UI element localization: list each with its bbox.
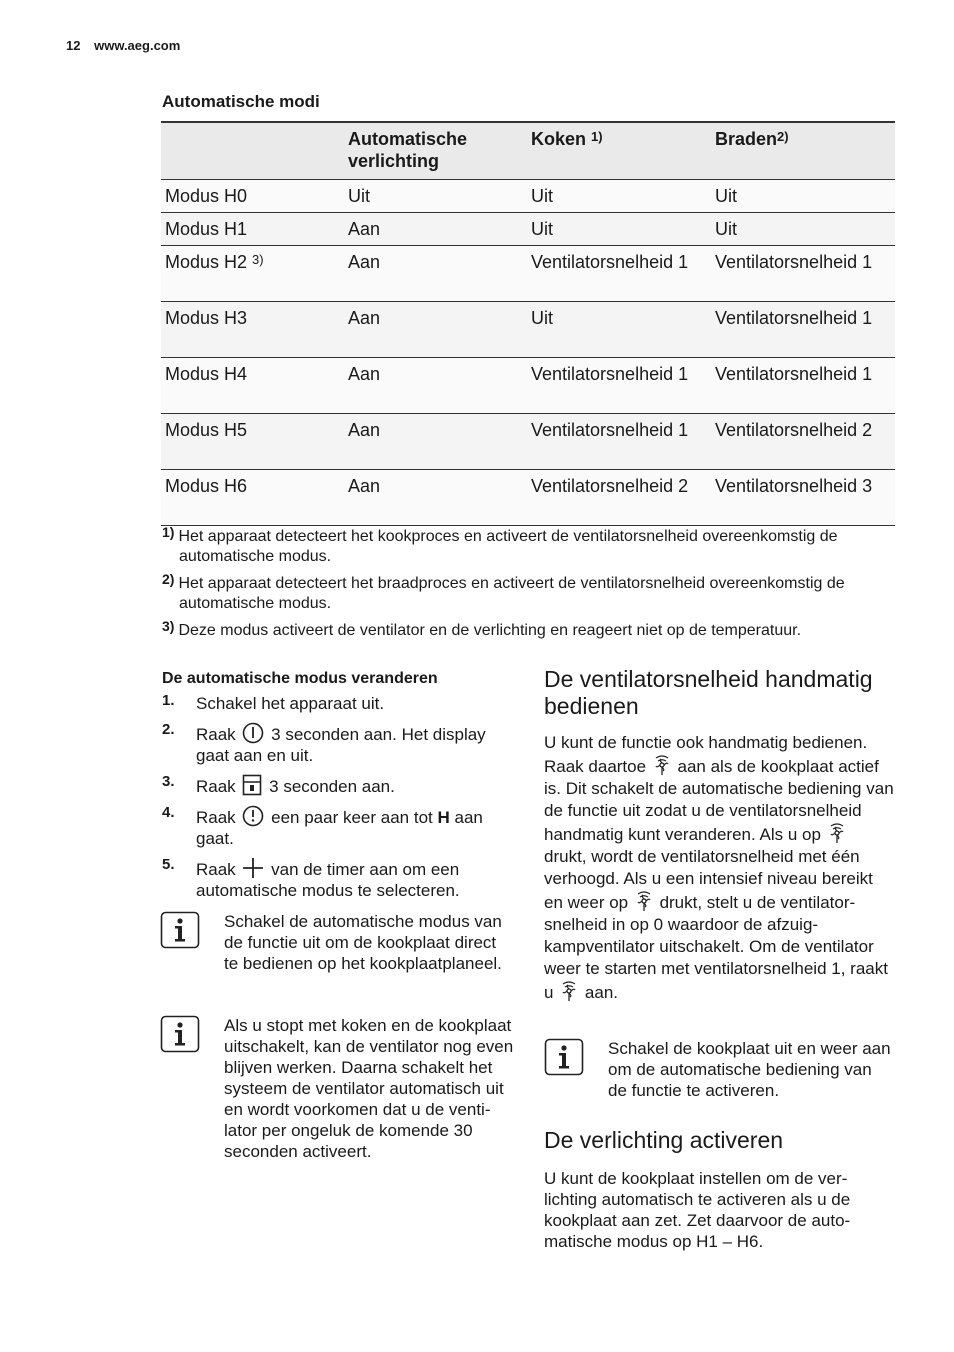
light-cell: Aan xyxy=(344,213,527,246)
change-mode-title: De automatische modus veranderen xyxy=(162,670,438,687)
cook-cell: Ventilatorsnelheid 1 xyxy=(527,414,711,470)
mode-cell: Modus H2 $^{3)}$ xyxy=(161,246,344,302)
table-row xyxy=(161,246,895,302)
list-item: 2. Raak 3 seconden aan. Het display gaat aan en uit. xyxy=(162,721,486,765)
header-cell-light: Automatische verlichting xyxy=(344,122,527,180)
info-icon xyxy=(160,911,200,949)
table-row xyxy=(161,414,895,470)
list-item: 3. Raak 3 seconden aan. xyxy=(162,773,395,796)
fan-icon xyxy=(635,890,653,912)
info-text: Als u stopt met koken en de kookplaat uitschakelt, kan de ventilator nog even blijven werken. Daarna schakelt het systeem de ventilator automatisch uit en wordt voorkomen dat u de ventilator per ongeluk de komende 30 seconden activeert. xyxy=(224,1016,514,1161)
mode-cell: Modus H0 xyxy=(161,180,344,213)
footnotes xyxy=(162,526,862,647)
lighting-title: De verlichting activeren xyxy=(544,1127,784,1153)
cook-cell: Uit xyxy=(527,213,711,246)
table-row xyxy=(161,213,895,246)
fry-cell: Uit xyxy=(711,213,895,246)
fan-icon xyxy=(560,980,578,1002)
cook-cell: Uit xyxy=(527,180,711,213)
list-item: 4. Raak een paar keer aan tot H aan gaat. xyxy=(162,804,483,848)
fry-cell: Ventilatorsnelheid 3 xyxy=(711,470,895,526)
cook-cell: Ventilatorsnelheid 1 xyxy=(527,358,711,414)
table-row xyxy=(161,302,895,358)
header-cell-cook: Koken $^{1)}$ xyxy=(527,122,711,180)
info-text: Schakel de automatische modus van de functie uit om de kookplaat direct te bedienen op het kookplaatplaneel. xyxy=(224,912,502,973)
info-icon xyxy=(544,1038,584,1076)
lighting-text: U kunt de kookplaat instellen om de verlichting automatisch te activeren als u de kookplaat aan zet. Zet daarvoor de automatische modus op H1 – H6. xyxy=(544,1169,851,1251)
table-row xyxy=(161,470,895,526)
info-note xyxy=(160,1015,515,1162)
list-item: 1. Schakel het apparaat uit. xyxy=(162,692,385,713)
lock-icon xyxy=(242,774,262,796)
header-cell-fry: Braden$^{2)}$ xyxy=(711,122,895,180)
light-cell: Aan xyxy=(344,470,527,526)
manual-fan-title: De ventilatorsnelheid handmatig bedienen xyxy=(544,666,873,719)
fan-icon xyxy=(653,754,671,776)
table-header-row xyxy=(161,122,895,180)
list-item: 5. Raak van de timer aan om een automatische modus te selecteren. xyxy=(162,856,460,900)
site-url[interactable]: www.aeg.com xyxy=(94,38,181,53)
mode-cell: Modus H5 xyxy=(161,414,344,470)
manual-fan-text: U kunt de functie ook handmatig bedienen. Raak daartoe aan als de kookplaat actief is. Dit schakelt de automatische bediening van de functie uit zodat u de ventilatorsnelheid handmatig kunt veranderen. Als u op drukt, wordt de ventilatorsnelheid met één verhoogd. Als u een intensief niveau bereikt en weer op drukt, stelt u de ventilatorsnelheid in op 0 waardoor de afzuigkampventilator uitschakelt. Om de ventilator weer te starten met ventilatorsnelheid 1, raakt u aan. xyxy=(544,733,894,1002)
fry-cell: Ventilatorsnelheid 1 xyxy=(711,302,895,358)
mode-cell: Modus H3 xyxy=(161,302,344,358)
power-icon xyxy=(242,722,264,744)
info-note xyxy=(544,1038,894,1101)
light-cell: Aan xyxy=(344,358,527,414)
manual-fan-section xyxy=(544,666,894,1004)
footnote: 2) Het apparaat detecteert het braadproces en activeert de ventilatorsnelheid overeenkomstig de automatische modus. xyxy=(162,571,845,612)
fry-cell: Ventilatorsnelheid 1 xyxy=(711,358,895,414)
timer-icon xyxy=(242,805,264,827)
table-title: Automatische modi xyxy=(162,92,320,111)
light-cell: Aan xyxy=(344,302,527,358)
mode-cell: Modus H6 xyxy=(161,470,344,526)
page-number: 12 xyxy=(66,38,81,53)
plus-icon xyxy=(242,857,264,879)
info-note xyxy=(160,911,515,974)
light-cell: Aan xyxy=(344,246,527,302)
fry-cell: Uit xyxy=(711,180,895,213)
footnote: 3) Deze modus activeert de ventilator en de verlichting en reageert niet op de temperatuur. xyxy=(162,618,802,639)
light-cell: Uit xyxy=(344,180,527,213)
table-row xyxy=(161,358,895,414)
cook-cell: Ventilatorsnelheid 2 xyxy=(527,470,711,526)
footnote: 1) Het apparaat detecteert het kookproces en activeert de ventilatorsnelheid overeenkomstig de automatische modus. xyxy=(162,524,838,565)
info-text: Schakel de kookplaat uit en weer aan om de automatische bediening van de functie te activeren. xyxy=(608,1039,891,1100)
mode-cell: Modus H1 xyxy=(161,213,344,246)
light-cell: Aan xyxy=(344,414,527,470)
header-cell xyxy=(161,122,344,180)
mode-cell: Modus H4 xyxy=(161,358,344,414)
page-header xyxy=(66,38,190,53)
cook-cell: Uit xyxy=(527,302,711,358)
modes-table xyxy=(161,121,895,526)
cook-cell: Ventilatorsnelheid 1 xyxy=(527,246,711,302)
change-mode-section xyxy=(162,668,514,909)
fry-cell: Ventilatorsnelheid 2 xyxy=(711,414,895,470)
fan-icon xyxy=(828,822,846,844)
steps-list xyxy=(162,693,514,901)
fry-cell: Ventilatorsnelheid 1 xyxy=(711,246,895,302)
info-icon xyxy=(160,1015,200,1053)
table-row xyxy=(161,180,895,213)
